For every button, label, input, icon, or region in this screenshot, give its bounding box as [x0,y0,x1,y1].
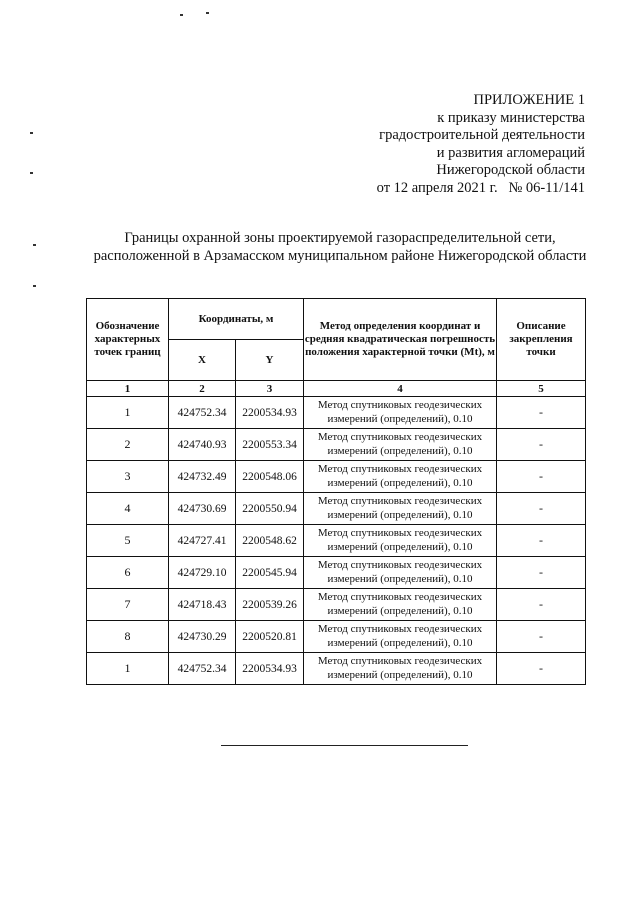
point-number: 6 [87,557,169,589]
table-row [87,653,586,685]
coord-x: 424729.10 [169,557,236,589]
coord-y: 2200548.62 [236,525,304,557]
appendix-line: и развития агломераций [436,144,585,161]
method-cell: Метод спутниковых геодезических измерений (определений), 0.10 [304,653,497,685]
scan-speck [30,172,33,174]
point-number: 5 [87,525,169,557]
table-row [87,493,586,525]
document-title [60,230,620,265]
coord-y: 2200534.93 [236,653,304,685]
method-cell: Метод спутниковых геодезических измерений (определений), 0.10 [304,621,497,653]
point-number: 2 [87,429,169,461]
scan-speck [30,132,33,134]
table-row [87,557,586,589]
header-designation: Обозначение характерных точек границ [87,299,169,381]
table-row [87,525,586,557]
mark-cell: - [497,589,586,621]
mark-cell: - [497,397,586,429]
appendix-line: градостроительной деятельности [379,127,585,144]
table-header-row [87,299,586,340]
point-number: 1 [87,653,169,685]
header-coordinates: Координаты, м [169,299,304,340]
coord-y: 2200550.94 [236,493,304,525]
table-row [87,621,586,653]
coord-x: 424730.29 [169,621,236,653]
header-description: Описание закрепления точки [497,299,586,381]
method-cell: Метод спутниковых геодезических измерений (определений), 0.10 [304,493,497,525]
point-number: 7 [87,589,169,621]
table-row [87,429,586,461]
header-y: Y [236,340,304,381]
mark-cell: - [497,525,586,557]
mark-cell: - [497,621,586,653]
title-line: расположенной в Арзамасском муниципальном районе Нижегородской области [93,247,587,264]
coord-x: 424718.43 [169,589,236,621]
point-number: 1 [87,397,169,429]
header-method: Метод определения координат и средняя квадратическая погрешность положения характерной точки (Mt), м [304,299,497,381]
point-number: 4 [87,493,169,525]
coord-x: 424752.34 [169,397,236,429]
table-row [87,589,586,621]
mark-cell: - [497,493,586,525]
coord-x: 424732.49 [169,461,236,493]
appendix-title: ПРИЛОЖЕНИЕ 1 [473,92,585,108]
column-number: 5 [497,381,586,397]
coord-y: 2200534.93 [236,397,304,429]
appendix-line: Нижегородской области [436,162,585,179]
point-number: 3 [87,461,169,493]
method-cell: Метод спутниковых геодезических измерений (определений), 0.10 [304,397,497,429]
coord-x: 424727.41 [169,525,236,557]
coord-x: 424740.93 [169,429,236,461]
coord-x: 424752.34 [169,653,236,685]
scan-speck [180,14,183,16]
point-number: 8 [87,621,169,653]
method-cell: Метод спутниковых геодезических измерений (определений), 0.10 [304,461,497,493]
mark-cell: - [497,557,586,589]
scan-speck [33,244,36,246]
method-cell: Метод спутниковых геодезических измерений (определений), 0.10 [304,557,497,589]
column-number: 4 [304,381,497,397]
table-row [87,397,586,429]
column-number: 1 [87,381,169,397]
coordinates-table [86,298,586,685]
appendix-line: к приказу министерства [437,109,585,126]
column-number-row [87,381,586,397]
mark-cell: - [497,653,586,685]
coord-y: 2200520.81 [236,621,304,653]
appendix-order-date: от 12 апреля 2021 г. № 06-11/141 [376,179,585,196]
coord-y: 2200553.34 [236,429,304,461]
appendix-header [377,92,585,198]
coord-y: 2200545.94 [236,557,304,589]
coord-y: 2200548.06 [236,461,304,493]
column-number: 3 [236,381,304,397]
method-cell: Метод спутниковых геодезических измерений (определений), 0.10 [304,589,497,621]
coord-x: 424730.69 [169,493,236,525]
mark-cell: - [497,461,586,493]
scan-speck [206,12,209,14]
column-number: 2 [169,381,236,397]
title-line: Границы охранной зоны проектируемой газораспределительной сети, [124,230,556,246]
method-cell: Метод спутниковых геодезических измерений (определений), 0.10 [304,525,497,557]
coord-y: 2200539.26 [236,589,304,621]
end-divider [221,745,468,746]
header-x: X [169,340,236,381]
mark-cell: - [497,429,586,461]
table-row [87,461,586,493]
method-cell: Метод спутниковых геодезических измерений (определений), 0.10 [304,429,497,461]
scan-speck [33,285,36,287]
